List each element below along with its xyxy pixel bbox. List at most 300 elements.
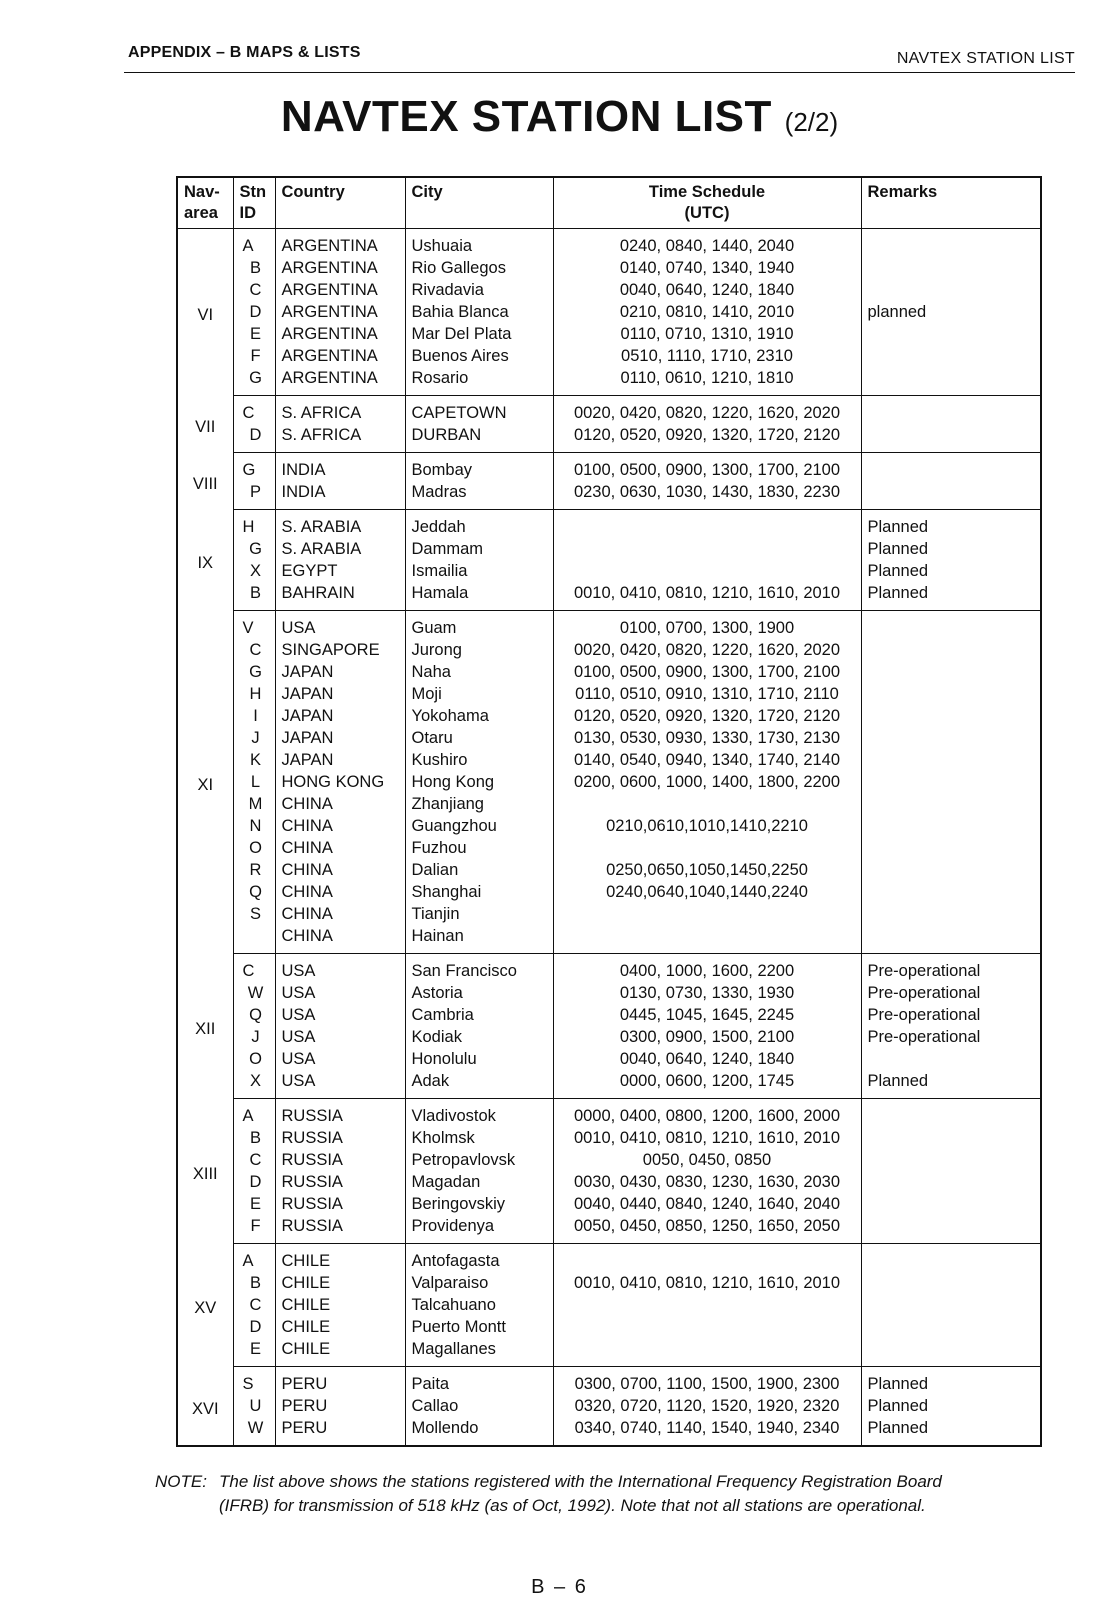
country-cell: USA [275, 611, 405, 640]
city-cell: Magallanes [405, 1338, 553, 1367]
remarks-cell [861, 257, 1041, 279]
station-id-cell: S [233, 1367, 275, 1396]
remarks-cell [861, 611, 1041, 640]
city-cell: Moji [405, 683, 553, 705]
station-id-cell: P [233, 481, 275, 510]
city-cell: Beringovskiy [405, 1193, 553, 1215]
col-navarea-line2: area [184, 204, 218, 222]
country-cell: USA [275, 1004, 405, 1026]
table-row [177, 859, 1041, 881]
country-cell: USA [275, 954, 405, 983]
remarks-cell [861, 925, 1041, 954]
station-id-cell: O [233, 837, 275, 859]
city-cell: Puerto Montt [405, 1316, 553, 1338]
time-schedule-cell: 0050, 0450, 0850, 1250, 1650, 2050 [553, 1215, 861, 1244]
city-cell: Guangzhou [405, 815, 553, 837]
table-row [177, 301, 1041, 323]
time-schedule-cell: 0240,0640,1040,1440,2240 [553, 881, 861, 903]
country-cell: CHINA [275, 925, 405, 954]
city-cell: Ismailia [405, 560, 553, 582]
table-row [177, 560, 1041, 582]
table-row [177, 396, 1041, 425]
page-title-part: (2/2) [784, 107, 839, 137]
time-schedule-cell [553, 1294, 861, 1316]
station-id-cell: S [233, 903, 275, 925]
station-id-cell: B [233, 582, 275, 611]
remarks-cell: Planned [861, 582, 1041, 611]
time-schedule-cell: 0040, 0640, 1240, 1840 [553, 279, 861, 301]
city-cell: Buenos Aires [405, 345, 553, 367]
time-schedule-cell: 0320, 0720, 1120, 1520, 1920, 2320 [553, 1395, 861, 1417]
navarea-group [177, 229, 1041, 396]
page-number: B – 6 [531, 1576, 588, 1598]
header-section-label: APPENDIX – B MAPS & LISTS [128, 44, 361, 61]
country-cell: CHINA [275, 881, 405, 903]
table-row [177, 1244, 1041, 1273]
station-id-cell: D [233, 424, 275, 453]
station-id-cell: F [233, 345, 275, 367]
col-stn-id [233, 177, 275, 229]
table-row [177, 1149, 1041, 1171]
remarks-cell: Pre-operational [861, 982, 1041, 1004]
city-cell: Madras [405, 481, 553, 510]
station-id-cell: A [233, 229, 275, 258]
remarks-cell [861, 881, 1041, 903]
table-row [177, 639, 1041, 661]
time-schedule-cell [553, 1338, 861, 1367]
table-row [177, 1048, 1041, 1070]
time-schedule-cell: 0030, 0430, 0830, 1230, 1630, 2030 [553, 1171, 861, 1193]
station-id-cell: K [233, 749, 275, 771]
table-row [177, 323, 1041, 345]
table-row [177, 257, 1041, 279]
time-schedule-cell: 0445, 1045, 1645, 2245 [553, 1004, 861, 1026]
remarks-cell [861, 639, 1041, 661]
time-schedule-cell: 0010, 0410, 0810, 1210, 1610, 2010 [553, 582, 861, 611]
table-row [177, 1004, 1041, 1026]
country-cell: ARGENTINA [275, 257, 405, 279]
remarks-cell [861, 1316, 1041, 1338]
header-page-label: NAVTEX STATION LIST [896, 50, 1075, 67]
footnote-text: The list above shows the stations registered with the International Frequency Registration Board (IFRB) for transmission of 518 kHz (as of Oct, 1992). Note that not all stations are operational. [219, 1472, 942, 1515]
time-schedule-cell: 0210,0610,1010,1410,2210 [553, 815, 861, 837]
city-cell: Rivadavia [405, 279, 553, 301]
remarks-cell [861, 1149, 1041, 1171]
country-cell: INDIA [275, 481, 405, 510]
country-cell: S. AFRICA [275, 424, 405, 453]
page-title [0, 92, 1119, 142]
city-cell: Astoria [405, 982, 553, 1004]
table-row [177, 279, 1041, 301]
navarea-cell: XI [177, 611, 233, 954]
time-schedule-cell: 0140, 0740, 1340, 1940 [553, 257, 861, 279]
time-schedule-cell: 0200, 0600, 1000, 1400, 1800, 2200 [553, 771, 861, 793]
city-cell: Dalian [405, 859, 553, 881]
station-id-cell: I [233, 705, 275, 727]
country-cell: S. ARABIA [275, 510, 405, 539]
table-row [177, 1070, 1041, 1099]
table-row [177, 1171, 1041, 1193]
station-id-cell: V [233, 611, 275, 640]
table-row [177, 881, 1041, 903]
time-schedule-cell: 0020, 0420, 0820, 1220, 1620, 2020 [553, 639, 861, 661]
table-row [177, 925, 1041, 954]
city-cell: Dammam [405, 538, 553, 560]
country-cell: JAPAN [275, 705, 405, 727]
table-row [177, 982, 1041, 1004]
table-row [177, 705, 1041, 727]
remarks-cell [861, 793, 1041, 815]
city-cell: Hainan [405, 925, 553, 954]
time-schedule-cell: 0130, 0730, 1330, 1930 [553, 982, 861, 1004]
table-row [177, 1215, 1041, 1244]
station-id-cell: C [233, 279, 275, 301]
city-cell: Kholmsk [405, 1127, 553, 1149]
col-time-line2: (UTC) [684, 204, 730, 222]
navarea-group [177, 453, 1041, 510]
time-schedule-cell: 0240, 0840, 1440, 2040 [553, 229, 861, 258]
city-cell: Hamala [405, 582, 553, 611]
table-row [177, 771, 1041, 793]
city-cell: Petropavlovsk [405, 1149, 553, 1171]
country-cell: CHILE [275, 1294, 405, 1316]
footnote [155, 1470, 955, 1518]
station-id-cell: L [233, 771, 275, 793]
remarks-cell [861, 1048, 1041, 1070]
remarks-cell [861, 1272, 1041, 1294]
country-cell: ARGENTINA [275, 345, 405, 367]
table-row [177, 1395, 1041, 1417]
remarks-cell [861, 1193, 1041, 1215]
time-schedule-cell: 0020, 0420, 0820, 1220, 1620, 2020 [553, 396, 861, 425]
time-schedule-cell: 0130, 0530, 0930, 1330, 1730, 2130 [553, 727, 861, 749]
remarks-cell [861, 424, 1041, 453]
remarks-cell [861, 323, 1041, 345]
country-cell: CHILE [275, 1338, 405, 1367]
navarea-group [177, 954, 1041, 1099]
remarks-cell [861, 661, 1041, 683]
remarks-cell [861, 1127, 1041, 1149]
station-id-cell: Q [233, 881, 275, 903]
remarks-cell [861, 396, 1041, 425]
country-cell: CHILE [275, 1316, 405, 1338]
navarea-cell: XV [177, 1244, 233, 1367]
country-cell: EGYPT [275, 560, 405, 582]
city-cell: DURBAN [405, 424, 553, 453]
time-schedule-cell: 0010, 0410, 0810, 1210, 1610, 2010 [553, 1127, 861, 1149]
navarea-cell: VII [177, 396, 233, 453]
table-row [177, 1417, 1041, 1446]
footnote-label: NOTE: [155, 1472, 207, 1491]
remarks-cell: Pre-operational [861, 1026, 1041, 1048]
city-cell: Cambria [405, 1004, 553, 1026]
station-id-cell: C [233, 396, 275, 425]
country-cell: CHINA [275, 793, 405, 815]
remarks-cell [861, 345, 1041, 367]
remarks-cell [861, 367, 1041, 396]
table-row [177, 749, 1041, 771]
station-id-cell: H [233, 683, 275, 705]
table-row [177, 661, 1041, 683]
station-id-cell: R [233, 859, 275, 881]
time-schedule-cell [553, 903, 861, 925]
country-cell: USA [275, 1048, 405, 1070]
remarks-cell [861, 683, 1041, 705]
time-schedule-cell: 0110, 0710, 1310, 1910 [553, 323, 861, 345]
table-header [177, 177, 1041, 229]
country-cell: ARGENTINA [275, 279, 405, 301]
city-cell: Callao [405, 1395, 553, 1417]
country-cell: USA [275, 1026, 405, 1048]
city-cell: Bahia Blanca [405, 301, 553, 323]
country-cell: SINGAPORE [275, 639, 405, 661]
country-cell: INDIA [275, 453, 405, 482]
col-stn-line2: ID [239, 204, 256, 222]
remarks-cell [861, 749, 1041, 771]
country-cell: HONG KONG [275, 771, 405, 793]
table-row [177, 903, 1041, 925]
country-cell: S. ARABIA [275, 538, 405, 560]
time-schedule-cell: 0120, 0520, 0920, 1320, 1720, 2120 [553, 705, 861, 727]
city-cell: Talcahuano [405, 1294, 553, 1316]
city-cell: Naha [405, 661, 553, 683]
navarea-cell: VIII [177, 453, 233, 510]
remarks-cell [861, 705, 1041, 727]
city-cell: Rio Gallegos [405, 257, 553, 279]
city-cell: Otaru [405, 727, 553, 749]
table-row [177, 1316, 1041, 1338]
table-row [177, 229, 1041, 258]
time-schedule-cell: 0510, 1110, 1710, 2310 [553, 345, 861, 367]
remarks-cell: Planned [861, 538, 1041, 560]
table-row [177, 345, 1041, 367]
station-id-cell: J [233, 1026, 275, 1048]
city-cell: Antofagasta [405, 1244, 553, 1273]
country-cell: CHILE [275, 1244, 405, 1273]
country-cell: PERU [275, 1417, 405, 1446]
header-rule [124, 72, 1075, 73]
city-cell: Magadan [405, 1171, 553, 1193]
time-schedule-cell [553, 793, 861, 815]
navarea-group [177, 1099, 1041, 1244]
table-row [177, 793, 1041, 815]
station-id-cell: J [233, 727, 275, 749]
station-id-cell: X [233, 560, 275, 582]
time-schedule-cell [553, 1244, 861, 1273]
country-cell: CHINA [275, 859, 405, 881]
table-row [177, 510, 1041, 539]
time-schedule-cell [553, 925, 861, 954]
remarks-cell: planned [861, 301, 1041, 323]
navarea-cell: XVI [177, 1367, 233, 1447]
country-cell: ARGENTINA [275, 301, 405, 323]
city-cell: Valparaiso [405, 1272, 553, 1294]
city-cell: Adak [405, 1070, 553, 1099]
country-cell: BAHRAIN [275, 582, 405, 611]
station-id-cell: E [233, 323, 275, 345]
time-schedule-cell: 0040, 0640, 1240, 1840 [553, 1048, 861, 1070]
station-id-cell: G [233, 538, 275, 560]
remarks-cell: Planned [861, 510, 1041, 539]
time-schedule-cell: 0340, 0740, 1140, 1540, 1940, 2340 [553, 1417, 861, 1446]
col-navarea [177, 177, 233, 229]
time-schedule-cell: 0300, 0900, 1500, 2100 [553, 1026, 861, 1048]
col-time-schedule [553, 177, 861, 229]
remarks-cell [861, 1171, 1041, 1193]
city-cell: Honolulu [405, 1048, 553, 1070]
table-row [177, 367, 1041, 396]
city-cell: Yokohama [405, 705, 553, 727]
table-row [177, 582, 1041, 611]
country-cell: JAPAN [275, 727, 405, 749]
navarea-cell: XII [177, 954, 233, 1099]
city-cell: Providenya [405, 1215, 553, 1244]
time-schedule-cell: 0050, 0450, 0850 [553, 1149, 861, 1171]
city-cell: Guam [405, 611, 553, 640]
time-schedule-cell: 0110, 0510, 0910, 1310, 1710, 2110 [553, 683, 861, 705]
table-row [177, 815, 1041, 837]
country-cell: PERU [275, 1395, 405, 1417]
country-cell: CHINA [275, 837, 405, 859]
table-row [177, 1367, 1041, 1396]
remarks-cell: Pre-operational [861, 1004, 1041, 1026]
city-cell: Hong Kong [405, 771, 553, 793]
time-schedule-cell: 0000, 0400, 0800, 1200, 1600, 2000 [553, 1099, 861, 1128]
station-id-cell: O [233, 1048, 275, 1070]
table-row [177, 954, 1041, 983]
time-schedule-cell: 0140, 0540, 0940, 1340, 1740, 2140 [553, 749, 861, 771]
country-cell: ARGENTINA [275, 323, 405, 345]
table-row [177, 481, 1041, 510]
table-row [177, 1127, 1041, 1149]
station-id-cell: N [233, 815, 275, 837]
station-id-cell: C [233, 1294, 275, 1316]
time-schedule-cell [553, 837, 861, 859]
remarks-cell: Planned [861, 560, 1041, 582]
station-id-cell: A [233, 1099, 275, 1128]
table-row [177, 837, 1041, 859]
col-city: City [405, 177, 553, 229]
page-title-main: NAVTEX STATION LIST [280, 92, 772, 141]
navarea-group [177, 1367, 1041, 1447]
station-id-cell: W [233, 1417, 275, 1446]
time-schedule-cell: 0300, 0700, 1100, 1500, 1900, 2300 [553, 1367, 861, 1396]
navarea-group [177, 510, 1041, 611]
table-row [177, 453, 1041, 482]
table-row [177, 611, 1041, 640]
remarks-cell [861, 859, 1041, 881]
remarks-cell [861, 815, 1041, 837]
country-cell: JAPAN [275, 661, 405, 683]
city-cell: Fuzhou [405, 837, 553, 859]
country-cell: RUSSIA [275, 1149, 405, 1171]
country-cell: RUSSIA [275, 1127, 405, 1149]
remarks-cell: Planned [861, 1070, 1041, 1099]
time-schedule-cell: 0210, 0810, 1410, 2010 [553, 301, 861, 323]
country-cell: S. AFRICA [275, 396, 405, 425]
station-id-cell: F [233, 1215, 275, 1244]
remarks-cell [861, 1244, 1041, 1273]
station-id-cell: A [233, 1244, 275, 1273]
station-id-cell [233, 925, 275, 954]
time-schedule-cell: 0000, 0600, 1200, 1745 [553, 1070, 861, 1099]
country-cell: PERU [275, 1367, 405, 1396]
station-id-cell: E [233, 1193, 275, 1215]
table-row [177, 727, 1041, 749]
city-cell: Paita [405, 1367, 553, 1396]
country-cell: USA [275, 1070, 405, 1099]
country-cell: ARGENTINA [275, 229, 405, 258]
table-row [177, 683, 1041, 705]
city-cell: Bombay [405, 453, 553, 482]
station-id-cell: D [233, 1171, 275, 1193]
city-cell: Kodiak [405, 1026, 553, 1048]
remarks-cell [861, 903, 1041, 925]
time-schedule-cell: 0250,0650,1050,1450,2250 [553, 859, 861, 881]
table-row [177, 1338, 1041, 1367]
time-schedule-cell [553, 560, 861, 582]
station-id-cell: E [233, 1338, 275, 1367]
country-cell: ARGENTINA [275, 367, 405, 396]
remarks-cell [861, 727, 1041, 749]
time-schedule-cell [553, 538, 861, 560]
station-id-cell: M [233, 793, 275, 815]
table-row [177, 1294, 1041, 1316]
navarea-cell: XIII [177, 1099, 233, 1244]
country-cell: USA [275, 982, 405, 1004]
table-row [177, 424, 1041, 453]
station-id-cell: C [233, 954, 275, 983]
time-schedule-cell [553, 1316, 861, 1338]
time-schedule-cell: 0100, 0700, 1300, 1900 [553, 611, 861, 640]
country-cell: JAPAN [275, 683, 405, 705]
city-cell: Jeddah [405, 510, 553, 539]
col-remarks: Remarks [861, 177, 1041, 229]
country-cell: RUSSIA [275, 1193, 405, 1215]
station-id-cell: B [233, 1127, 275, 1149]
remarks-cell [861, 1215, 1041, 1244]
table-row [177, 1026, 1041, 1048]
country-cell: RUSSIA [275, 1171, 405, 1193]
station-id-cell: B [233, 257, 275, 279]
city-cell: Vladivostok [405, 1099, 553, 1128]
station-id-cell: D [233, 301, 275, 323]
col-time-line1: Time Schedule [648, 183, 766, 201]
navtex-station-table [176, 176, 1042, 1447]
time-schedule-cell [553, 510, 861, 539]
country-cell: RUSSIA [275, 1099, 405, 1128]
station-id-cell: U [233, 1395, 275, 1417]
city-cell: Tianjin [405, 903, 553, 925]
col-navarea-line1: Nav- [184, 183, 220, 201]
remarks-cell [861, 453, 1041, 482]
city-cell: Shanghai [405, 881, 553, 903]
remarks-cell: Pre-operational [861, 954, 1041, 983]
city-cell: Mollendo [405, 1417, 553, 1446]
station-id-cell: Q [233, 1004, 275, 1026]
table-header-row [177, 177, 1041, 229]
remarks-cell: Planned [861, 1395, 1041, 1417]
navarea-group [177, 396, 1041, 453]
remarks-cell: Planned [861, 1367, 1041, 1396]
station-id-cell: W [233, 982, 275, 1004]
time-schedule-cell: 0100, 0500, 0900, 1300, 1700, 2100 [553, 453, 861, 482]
station-id-cell: X [233, 1070, 275, 1099]
station-id-cell: B [233, 1272, 275, 1294]
remarks-cell [861, 837, 1041, 859]
city-cell: Rosario [405, 367, 553, 396]
city-cell: CAPETOWN [405, 396, 553, 425]
